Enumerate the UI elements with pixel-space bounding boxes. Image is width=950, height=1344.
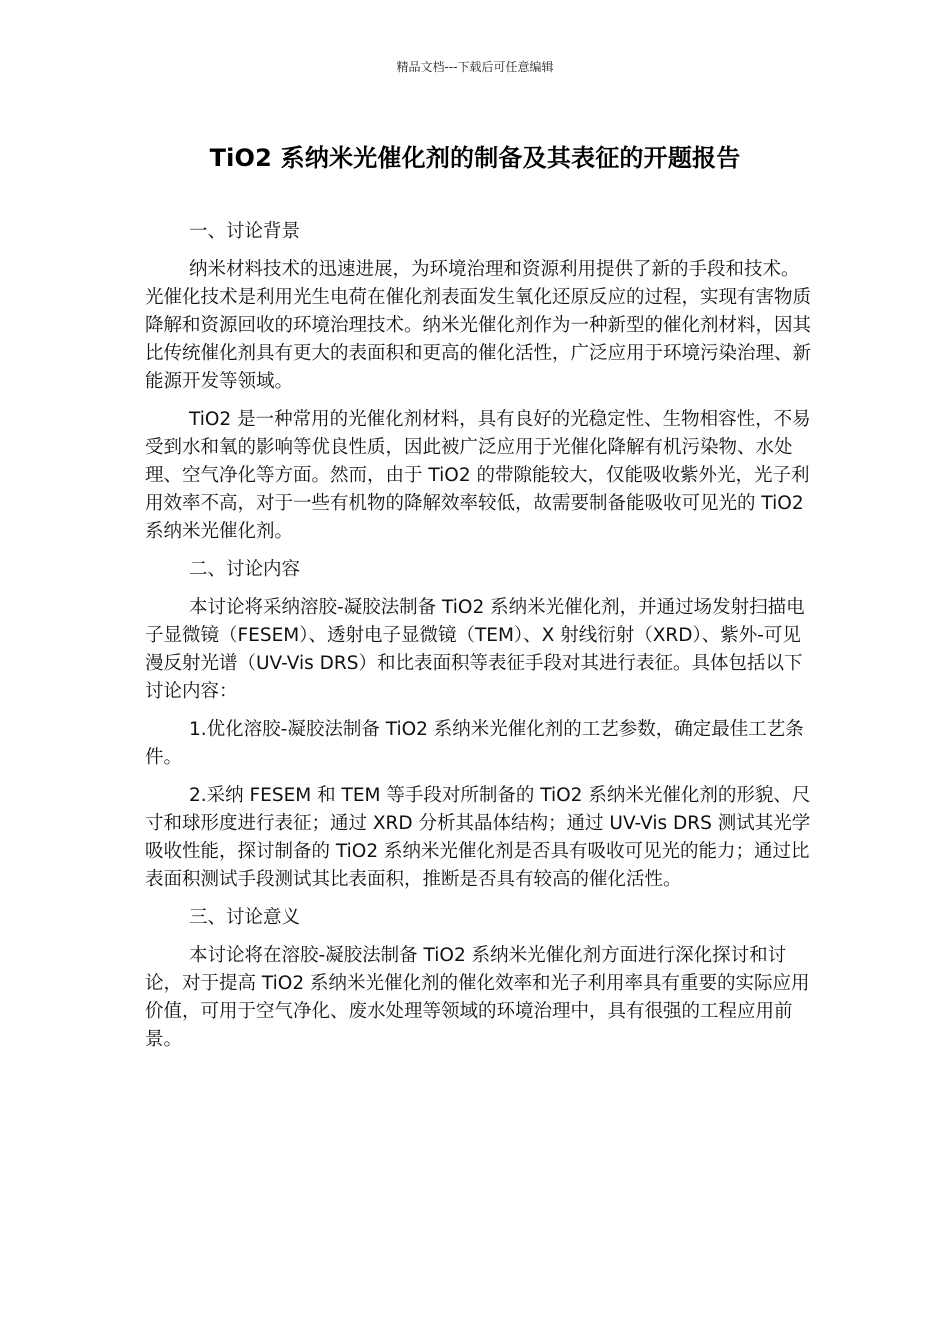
section-heading-content: 二、讨论内容 <box>189 559 301 580</box>
paragraph: 纳米材料技术的迅速进展，为环境治理和资源利用提供了新的手段和技术。光催化技术是利用光生电荷在催化剂表面发生氧化还原反应的过程，实现有害物质降解和资源回收的环境治理技术。纳米光催化剂作为一种新型的催化剂材料，因其比传统催化剂具有更大的表面积和更高的催化活性，广泛应用于环境污染治理、新能源开发等领域。 <box>145 259 812 392</box>
paragraph: TiO2 是一种常用的光催化剂材料，具有良好的光稳定性、生物相容性，不易受到水和氧的影响等优良性质，因此被广泛应用于光催化降解有机污染物、水处理、空气净化等方面。然而，由于 TiO2 的带隙能较大，仅能吸收紫外光，光子利用效率不高，对于一些有机物的降解效率较低，故需要制备能吸收可见光的 TiO2 系纳米光催化剂。 <box>145 409 811 542</box>
paragraph: 本讨论将在溶胶-凝胶法制备 TiO2 系纳米光催化剂方面进行深化探讨和讨论，对于提高 TiO2 系纳米光催化剂的催化效率和光子利用率具有重要的实际应用价值，可用于空气净化、废水处理等领域的环境治理中，具有很强的工程应用前景。 <box>145 945 810 1050</box>
section-heading-background: 一、讨论背景 <box>189 221 301 242</box>
paragraph: 本讨论将采纳溶胶-凝胶法制备 TiO2 系纳米光催化剂，并通过场发射扫描电子显微镜（FESEM）、透射电子显微镜（TEM）、X 射线衍射（XRD）、紫外-可见漫反射光谱（UV-Vis DRS）和比表面积等表征手段对其进行表征。具体包括以下讨论内容： <box>145 597 805 702</box>
paragraph: 1.优化溶胶-凝胶法制备 TiO2 系纳米光催化剂的工艺参数，确定最佳工艺条件。 <box>145 719 804 768</box>
paragraph: 2.采纳 FESEM 和 TEM 等手段对所制备的 TiO2 系纳米光催化剂的形貌、尺寸和球形度进行表征；通过 XRD 分析其晶体结构；通过 UV-Vis DRS 测试其光学吸收性能，探讨制备的 TiO2 系纳米光催化剂是否具有吸收可见光的能力；通过比表面积测试手段测试其比表面积，推断是否具有较高的催化活性。 <box>145 785 811 890</box>
document-title: TiO2 系纳米光催化剂的制备及其表征的开题报告 <box>209 144 741 172</box>
header-note: 精品文档---下载后可任意编辑 <box>396 60 554 74</box>
document-body <box>145 218 813 1064</box>
section-heading-significance: 三、讨论意义 <box>189 907 301 928</box>
